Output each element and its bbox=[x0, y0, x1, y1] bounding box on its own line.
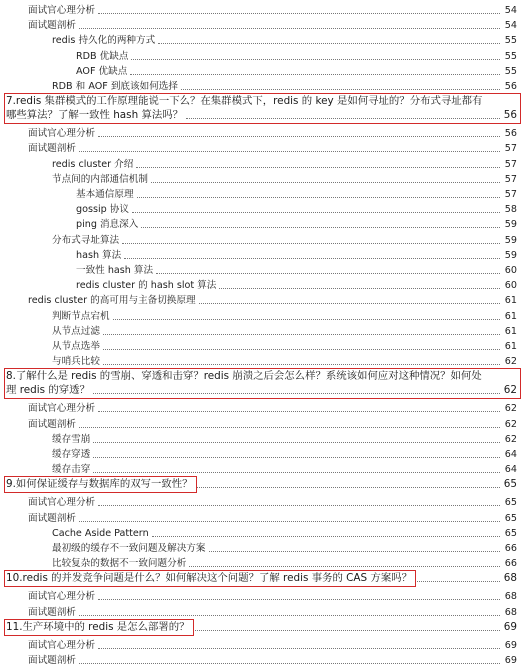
page-number: 64 bbox=[504, 449, 517, 460]
toc-entry-text: 缓存击穿 bbox=[52, 464, 91, 476]
page-number: 61 bbox=[504, 295, 517, 307]
page-number: 66 bbox=[504, 543, 517, 554]
dot-leader bbox=[196, 486, 500, 488]
toc-entry[interactable] bbox=[0, 323, 525, 338]
dot-leader bbox=[136, 166, 500, 168]
toc-entry-text: 面试题剖析 bbox=[28, 143, 76, 155]
toc-entry[interactable] bbox=[0, 201, 525, 216]
toc-entry-text: 面试题剖析 bbox=[28, 655, 76, 666]
toc-entry-text: 面试题剖析 bbox=[28, 20, 76, 32]
page-number: 62 bbox=[504, 403, 517, 415]
toc-entry[interactable] bbox=[0, 2, 525, 17]
page-number: 61 bbox=[504, 341, 517, 352]
toc-entry-text: ping 消息深入 bbox=[76, 219, 139, 231]
dot-leader bbox=[79, 150, 500, 152]
toc-heading-text-continued: 理 redis 的穿透？ bbox=[6, 384, 90, 397]
dot-leader bbox=[93, 456, 500, 458]
page-number: 58 bbox=[504, 204, 517, 216]
dot-leader bbox=[103, 333, 500, 335]
dot-leader bbox=[415, 580, 500, 582]
toc-heading-text-continued: 哪些算法？了解一致性 hash 算法吗？ bbox=[6, 109, 184, 122]
page-number: 62 bbox=[504, 433, 517, 445]
toc-entry-text: 分布式寻址算法 bbox=[52, 234, 120, 246]
page-number: 59 bbox=[504, 234, 517, 246]
page-number: 57 bbox=[504, 158, 517, 170]
toc-entry[interactable] bbox=[0, 292, 525, 307]
page-number: 65 bbox=[503, 478, 517, 491]
dot-leader bbox=[156, 272, 500, 274]
toc-heading-text: 11.生产环境中的 redis 是怎么部署的？ bbox=[6, 620, 190, 633]
dot-leader bbox=[219, 287, 500, 289]
toc-entry-text: redis cluster 的高可用与主备切换原理 bbox=[28, 295, 196, 307]
toc-entry-text: 从节点过滤 bbox=[52, 325, 100, 337]
toc-entry-text: 面试官心理分析 bbox=[28, 403, 96, 415]
page-number: 56 bbox=[504, 81, 517, 92]
toc-entry[interactable] bbox=[0, 637, 525, 652]
page-number: 62 bbox=[504, 418, 517, 430]
highlight-box bbox=[4, 93, 521, 124]
dot-leader bbox=[79, 27, 500, 29]
toc-entry-text: 面试题剖析 bbox=[28, 606, 76, 618]
toc-entry[interactable] bbox=[0, 652, 525, 667]
toc-entry-text: 与哨兵比较 bbox=[52, 356, 100, 368]
dot-leader bbox=[151, 181, 500, 183]
dot-leader bbox=[98, 12, 500, 14]
page-number: 55 bbox=[504, 65, 517, 77]
toc-entry[interactable] bbox=[0, 125, 525, 140]
page-number: 56 bbox=[503, 109, 517, 122]
toc-entry[interactable] bbox=[0, 510, 525, 525]
toc-entry-text: 从节点选举 bbox=[52, 341, 100, 352]
toc-entry[interactable] bbox=[0, 400, 525, 415]
page-number: 69 bbox=[503, 620, 517, 633]
page-number: 61 bbox=[504, 325, 517, 337]
dot-leader bbox=[98, 647, 500, 649]
toc-entry[interactable] bbox=[0, 78, 525, 93]
toc-entry-text: 缓存穿透 bbox=[52, 449, 91, 460]
toc-entry[interactable] bbox=[0, 216, 525, 231]
toc-entry-text: 比较复杂的数据不一致问题分析 bbox=[52, 558, 187, 570]
toc-heading-text: 8.了解什么是 redis 的雪崩、穿透和击穿？redis 崩溃之后会怎么样？系统该如何应对这种情况？如何处 bbox=[6, 370, 482, 383]
highlight-box bbox=[4, 619, 194, 636]
toc-entry-text: 节点间的内部通信机制 bbox=[52, 173, 148, 185]
page-number: 55 bbox=[504, 35, 517, 47]
dot-leader bbox=[98, 410, 500, 412]
dot-leader bbox=[103, 348, 500, 350]
page-number: 61 bbox=[504, 310, 517, 322]
page-number: 64 bbox=[504, 464, 517, 476]
page-number: 57 bbox=[504, 143, 517, 155]
toc-entry[interactable] bbox=[0, 17, 525, 32]
toc-entry[interactable] bbox=[0, 262, 525, 277]
toc-entry-text: RDB 和 AOF 到底该如何选择 bbox=[52, 81, 178, 92]
dot-leader bbox=[199, 302, 500, 304]
toc-entry-text: hash 算法 bbox=[76, 249, 122, 261]
dot-leader bbox=[130, 73, 500, 75]
toc-entry[interactable] bbox=[0, 308, 525, 323]
toc-entry[interactable] bbox=[0, 32, 525, 47]
toc-entry[interactable] bbox=[0, 353, 525, 368]
toc-entry[interactable] bbox=[0, 156, 525, 171]
toc-entry[interactable] bbox=[0, 604, 525, 619]
toc-entry-text: 面试官心理分析 bbox=[28, 5, 96, 16]
toc-entry-text: 面试官心理分析 bbox=[28, 639, 96, 651]
page-number: 65 bbox=[504, 497, 517, 509]
toc-entry[interactable] bbox=[0, 540, 525, 555]
toc-entry-text: AOF 优缺点 bbox=[76, 65, 128, 77]
dot-leader bbox=[132, 211, 500, 213]
dot-leader bbox=[181, 88, 500, 90]
toc-entry-text: 面试题剖析 bbox=[28, 418, 76, 430]
highlight-box bbox=[4, 368, 521, 399]
dot-leader bbox=[79, 662, 500, 664]
page-number: 62 bbox=[503, 384, 517, 397]
toc-heading-text: 10.redis 的并发竞争问题是什么？如何解决这个问题？了解 redis 事务的 CAS 方案吗？ bbox=[6, 572, 412, 585]
toc-entry[interactable] bbox=[0, 186, 525, 201]
toc-entry-text: redis cluster 的 hash slot 算法 bbox=[76, 280, 217, 292]
toc-entry-text: 基本通信原理 bbox=[76, 189, 134, 200]
page-number: 59 bbox=[504, 249, 517, 261]
toc-entry[interactable] bbox=[0, 63, 525, 78]
toc-entry-text: 判断节点宕机 bbox=[52, 310, 110, 322]
highlight-box bbox=[4, 570, 416, 587]
page-number: 60 bbox=[504, 265, 517, 276]
dot-leader bbox=[141, 226, 500, 228]
page-number: 69 bbox=[504, 655, 517, 666]
toc-entry[interactable] bbox=[0, 555, 525, 570]
dot-leader bbox=[131, 58, 500, 60]
page-number: 59 bbox=[504, 219, 517, 231]
dot-leader bbox=[98, 504, 500, 506]
toc-entry-text: redis 持久化的两种方式 bbox=[52, 35, 156, 47]
page-number: 57 bbox=[504, 173, 517, 185]
toc-entry[interactable] bbox=[0, 247, 525, 262]
toc-entry[interactable] bbox=[0, 232, 525, 247]
dot-leader bbox=[113, 318, 500, 320]
page-number: 69 bbox=[504, 639, 517, 651]
page-number: 54 bbox=[504, 5, 517, 16]
page-number: 56 bbox=[504, 128, 517, 140]
toc-entry[interactable] bbox=[0, 525, 525, 540]
toc-entry-text: gossip 协议 bbox=[76, 204, 129, 216]
page-number: 62 bbox=[504, 356, 517, 368]
page-number: 65 bbox=[504, 512, 517, 524]
page-number: 68 bbox=[503, 572, 517, 585]
page-number: 68 bbox=[504, 591, 517, 603]
toc-entry[interactable] bbox=[0, 588, 525, 603]
dot-leader bbox=[93, 471, 500, 473]
dot-leader bbox=[103, 363, 500, 365]
dot-leader bbox=[158, 42, 500, 44]
toc-entry[interactable] bbox=[0, 416, 525, 431]
toc-entry[interactable] bbox=[0, 338, 525, 353]
toc-entry[interactable] bbox=[0, 140, 525, 155]
toc-entry[interactable] bbox=[0, 431, 525, 446]
page-number: 55 bbox=[504, 50, 517, 62]
toc-heading-text: 7.redis 集群模式的工作原理能说一下么？在集群模式下，redis 的 key 是如何寻址的？分布式寻址都有 bbox=[6, 95, 483, 108]
toc-entry-text: 面试官心理分析 bbox=[28, 497, 96, 509]
dot-leader bbox=[79, 520, 500, 522]
page-number: 54 bbox=[504, 20, 517, 32]
toc-entry-text: redis cluster 介绍 bbox=[52, 158, 134, 170]
dot-leader bbox=[152, 535, 500, 537]
toc-entry[interactable] bbox=[0, 461, 525, 476]
toc-entry-text: Cache Aside Pattern bbox=[52, 527, 149, 539]
dot-leader bbox=[209, 550, 501, 552]
page-number: 57 bbox=[504, 189, 517, 200]
page-number: 68 bbox=[504, 606, 517, 618]
dot-leader bbox=[193, 629, 500, 631]
toc-entry[interactable] bbox=[0, 171, 525, 186]
dot-leader bbox=[79, 614, 500, 616]
toc-heading-text: 9.如何保证缓存与数据库的双写一致性？ bbox=[6, 478, 193, 491]
toc-entry[interactable] bbox=[0, 277, 525, 292]
toc-entry-text: RDB 优缺点 bbox=[76, 50, 129, 62]
toc-entry-text: 缓存雪崩 bbox=[52, 433, 91, 445]
toc-entry-text: 面试题剖析 bbox=[28, 512, 76, 524]
page-number: 60 bbox=[504, 280, 517, 292]
page-number: 65 bbox=[504, 527, 517, 539]
toc-entry-text: 最初级的缓存不一致问题及解决方案 bbox=[52, 543, 206, 554]
dot-leader bbox=[189, 565, 500, 567]
toc-entry-text: 一致性 hash 算法 bbox=[76, 265, 154, 276]
toc-entry-text: 面试官心理分析 bbox=[28, 128, 96, 140]
toc-entry[interactable] bbox=[0, 48, 525, 63]
dot-leader bbox=[137, 196, 500, 198]
highlight-box bbox=[4, 476, 197, 493]
dot-leader bbox=[79, 426, 500, 428]
toc-entry[interactable] bbox=[0, 494, 525, 509]
dot-leader bbox=[124, 257, 500, 259]
toc-entry-text: 面试官心理分析 bbox=[28, 591, 96, 603]
page-number: 66 bbox=[504, 558, 517, 570]
dot-leader bbox=[122, 242, 500, 244]
toc-entry[interactable] bbox=[0, 446, 525, 461]
dot-leader bbox=[98, 135, 500, 137]
dot-leader bbox=[98, 598, 500, 600]
dot-leader bbox=[93, 441, 500, 443]
